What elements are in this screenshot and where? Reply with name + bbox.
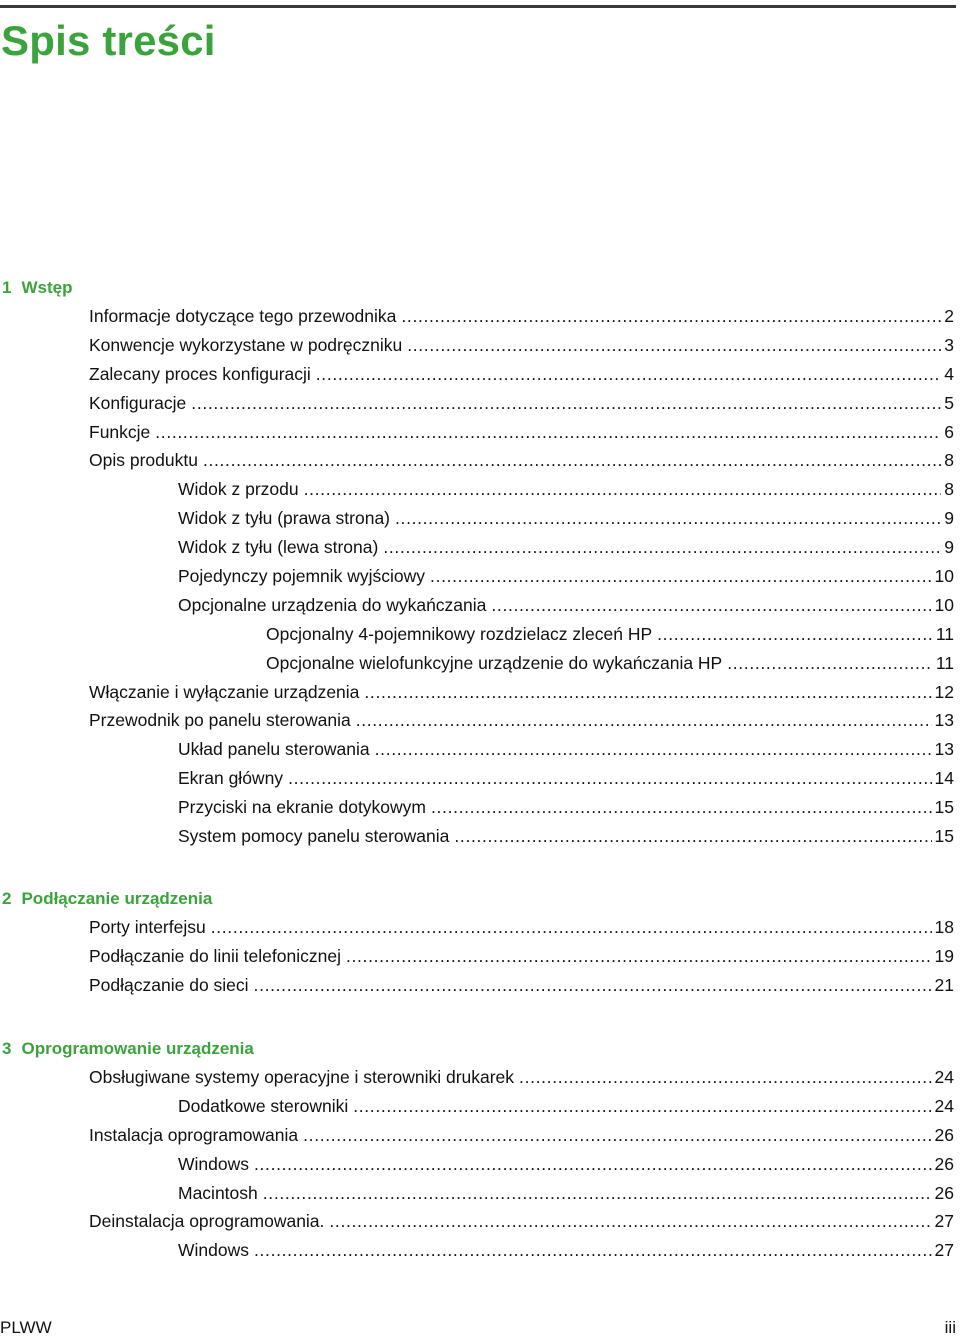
- dot-leader: [727, 649, 933, 678]
- toc-entry-page: 12: [934, 681, 954, 702]
- toc-entry-label: Opcjonalny 4-pojemnikowy rozdzielacz zleceń HP: [266, 623, 653, 644]
- toc-entry[interactable]: [0, 1236, 954, 1265]
- dot-leader: [491, 591, 931, 620]
- dot-leader: [203, 446, 941, 475]
- toc-entry-label: Widok z przodu: [178, 479, 299, 500]
- toc-entry-page: 18: [934, 917, 954, 937]
- page-title: Spis treści: [1, 17, 216, 64]
- toc-entry-label: Obsługiwane systemy operacyjne i sterowniki drukarek: [89, 1067, 515, 1087]
- toc-entry-page: 24: [934, 1095, 954, 1116]
- toc-entry-label: Przyciski na ekranie dotykowym: [178, 797, 426, 818]
- toc-entry-page: 9: [944, 537, 954, 558]
- toc-entry-label: Widok z tyłu (prawa strona): [178, 508, 391, 529]
- dot-leader: [288, 764, 931, 793]
- toc-entry[interactable]: [0, 1121, 954, 1150]
- chapter-heading[interactable]: [0, 273, 954, 302]
- toc-entry-label: Przewodnik po panelu sterowania: [89, 710, 351, 731]
- top-rule: [0, 5, 956, 8]
- toc-entry-label: Ekran główny: [178, 768, 284, 789]
- toc-entry[interactable]: [0, 533, 954, 562]
- dot-leader: [657, 620, 933, 649]
- chapter-section: [0, 273, 954, 851]
- toc-entry-page: 26: [934, 1124, 954, 1145]
- dot-leader: [375, 735, 932, 764]
- toc-entry-page: 27: [934, 1211, 954, 1232]
- toc-entry-page: 10: [934, 566, 954, 587]
- toc-entry[interactable]: [0, 504, 954, 533]
- footer-page-number: iii: [944, 1318, 956, 1337]
- toc-entry-label: Opcjonalne wielofunkcyjne urządzenie do wykańczania HP: [266, 652, 723, 673]
- dot-leader: [191, 389, 941, 418]
- toc-entry[interactable]: [0, 971, 954, 1000]
- toc-entry[interactable]: [0, 331, 954, 360]
- toc-entry-label: Opcjonalne urządzenia do wykańczania: [178, 594, 487, 615]
- toc-entry-page: 8: [944, 450, 954, 471]
- dot-leader: [303, 1121, 931, 1150]
- chapter-number: 1: [2, 278, 12, 297]
- chapter-section: [0, 884, 954, 1000]
- toc-entry[interactable]: [0, 591, 954, 620]
- toc-entry[interactable]: [0, 1092, 954, 1121]
- dot-leader: [304, 475, 942, 504]
- toc-entry[interactable]: [0, 913, 954, 942]
- toc-entry-page: 4: [944, 363, 954, 384]
- dot-leader: [254, 971, 932, 1000]
- toc-entry-label: Windows: [178, 1153, 249, 1174]
- toc-entry-label: Opis produktu: [89, 450, 198, 471]
- dot-leader: [407, 331, 941, 360]
- toc-entry[interactable]: [0, 418, 954, 447]
- toc-entry-label: Instalacja oprogramowania: [89, 1124, 299, 1145]
- toc-entry[interactable]: [0, 620, 954, 649]
- toc-entry-label: Dodatkowe sterowniki: [178, 1095, 349, 1116]
- dot-leader: [329, 1207, 931, 1236]
- toc-entry-page: 14: [934, 768, 954, 789]
- toc-entry[interactable]: [0, 649, 954, 678]
- toc-entry-label: Macintosh: [178, 1182, 258, 1203]
- toc-entry-page: 27: [934, 1240, 954, 1261]
- dot-leader: [155, 418, 941, 447]
- toc-entry[interactable]: [0, 678, 954, 707]
- toc-entry-label: Widok z tyłu (lewa strona): [178, 537, 379, 558]
- chapter-number: 3: [2, 1039, 12, 1058]
- chapter-title: Podłączanie urządzenia: [21, 889, 213, 908]
- toc-entry-page: 26: [934, 1182, 954, 1203]
- dot-leader: [454, 822, 931, 851]
- toc-entry[interactable]: [0, 942, 954, 971]
- toc-entry-page: 11: [935, 623, 954, 644]
- dot-leader: [364, 678, 931, 707]
- dot-leader: [395, 504, 941, 533]
- chapter-number: 2: [2, 889, 12, 908]
- toc-entry[interactable]: [0, 562, 954, 591]
- dot-leader: [356, 706, 932, 735]
- chapter-section: [0, 1034, 954, 1265]
- toc-entry-page: 3: [944, 334, 954, 355]
- toc-entry-label: Deinstalacja oprogramowania.: [89, 1211, 325, 1232]
- chapter-heading[interactable]: [0, 1034, 954, 1063]
- toc-entry-page: 2: [944, 306, 954, 326]
- toc-entry-page: 11: [935, 652, 954, 673]
- dot-leader: [316, 360, 941, 389]
- toc-entry-page: 15: [934, 826, 954, 847]
- toc-entry[interactable]: [0, 764, 954, 793]
- dot-leader: [254, 1236, 932, 1265]
- toc-entry-page: 24: [934, 1067, 954, 1087]
- dot-leader: [263, 1179, 932, 1208]
- toc-entry[interactable]: [0, 822, 954, 851]
- toc-entry-label: Podłączanie do linii telefonicznej: [89, 945, 341, 966]
- toc-entry-page: 26: [934, 1153, 954, 1174]
- dot-leader: [346, 942, 932, 971]
- toc-entry[interactable]: [0, 1150, 954, 1179]
- toc-entry-label: Układ panelu sterowania: [178, 739, 370, 760]
- toc-entry[interactable]: [0, 1179, 954, 1208]
- toc-entry[interactable]: [0, 475, 954, 504]
- toc-entry-page: 8: [944, 479, 954, 500]
- toc-entry-page: 13: [934, 739, 954, 760]
- toc-entry-page: 9: [944, 508, 954, 529]
- dot-leader: [430, 562, 931, 591]
- toc-entry-label: Informacje dotyczące tego przewodnika: [89, 306, 397, 326]
- toc-entry-page: 15: [934, 797, 954, 818]
- dot-leader: [431, 793, 932, 822]
- chapter-title: Oprogramowanie urządzenia: [21, 1039, 254, 1058]
- dot-leader: [401, 302, 941, 331]
- chapter-heading[interactable]: [0, 884, 954, 913]
- toc-entry-label: Funkcje: [89, 421, 151, 442]
- toc-entry[interactable]: [0, 302, 954, 331]
- toc-entry[interactable]: [0, 446, 954, 475]
- toc-entry[interactable]: [0, 1063, 954, 1092]
- toc-entry-label: Pojedynczy pojemnik wyjściowy: [178, 566, 426, 587]
- toc-entry[interactable]: [0, 389, 954, 418]
- dot-leader: [353, 1092, 931, 1121]
- dot-leader: [211, 913, 932, 942]
- toc-entry-label: Porty interfejsu: [89, 917, 206, 937]
- toc-entry-label: Konfiguracje: [89, 392, 187, 413]
- toc-entry-page: 13: [934, 710, 954, 731]
- dot-leader: [519, 1063, 931, 1092]
- toc-entry[interactable]: [0, 735, 954, 764]
- dot-leader: [254, 1150, 932, 1179]
- chapter-title: Wstęp: [21, 278, 73, 297]
- footer-doc-code: PLWW: [0, 1318, 52, 1337]
- toc-entry-page: 5: [944, 392, 954, 413]
- toc-entry-label: System pomocy panelu sterowania: [178, 826, 450, 847]
- toc-entry-label: Włączanie i wyłączanie urządzenia: [89, 681, 360, 702]
- toc-entry[interactable]: [0, 1207, 954, 1236]
- toc-entry-label: Podłączanie do sieci: [89, 974, 249, 995]
- toc-entry-page: 10: [934, 594, 954, 615]
- toc-entry-label: Windows: [178, 1240, 249, 1261]
- toc-entry-page: 19: [934, 945, 954, 966]
- toc-entry-page: 6: [944, 421, 954, 442]
- toc-entry-label: Zalecany proces konfiguracji: [89, 363, 311, 384]
- toc-entry-label: Konwencje wykorzystane w podręczniku: [89, 334, 403, 355]
- toc-entry-page: 21: [934, 974, 954, 995]
- toc-entry[interactable]: [0, 793, 954, 822]
- toc-entry[interactable]: [0, 706, 954, 735]
- page-footer: [0, 1318, 956, 1338]
- toc-entry[interactable]: [0, 360, 954, 389]
- dot-leader: [383, 533, 941, 562]
